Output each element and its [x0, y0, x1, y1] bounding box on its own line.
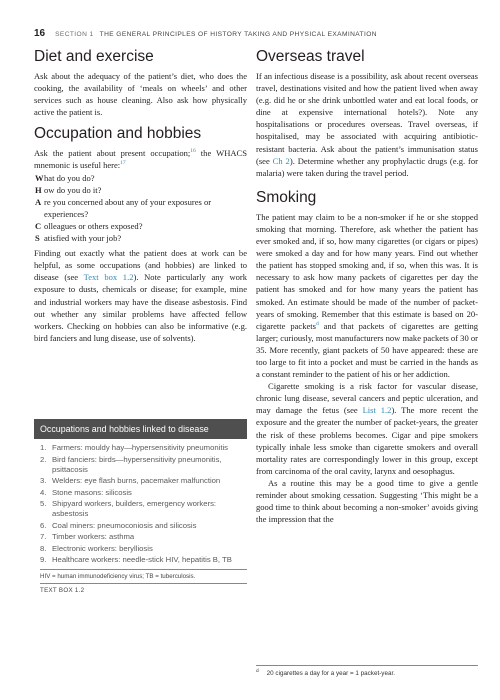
list-number: 9.: [40, 555, 47, 564]
list-number: 7.: [40, 532, 47, 541]
occupation-text-2: ). Note particularly any work exposure to dusts, chemicals or disease; for example, mine and industrial workers may have the disease asbestosis. Find out whether any similar problems have affected fellow workers. Checking on hobbies can also be informative (e.g. bird fanciers and lung disease, use of solvents).: [34, 272, 248, 343]
mnemonic-letter: C: [35, 220, 42, 231]
list-text: Bird fanciers: birds—hypersensitivity pneumonitis, psittacosis: [52, 454, 222, 474]
travel-paragraph: [256, 70, 478, 179]
mnemonic-letter: S: [35, 233, 40, 244]
smoking-text: The patient may claim to be a non-smoker if he or she stopped smoking that morning. Therefore, ask whether the patient has ever smoked and, if so, how many cigarettes (or cigars or pipes) were smoked a day and for how many years. Find out whether the patient has stopped smoking and, if so, when this was. It is necessary to ask how many packets of cigarettes per day the patient has smoked and for how many years the patient has smoked. An estimate should be made of the number of packet-years of smoking. Remember that this estimate is based on 20-cigarette packets: [256, 211, 478, 331]
list-number: 8.: [40, 543, 47, 553]
list-item: [40, 555, 247, 565]
text-box-1-2: [34, 419, 247, 598]
mnemonic-item: [34, 196, 247, 220]
mnemonic-letter: W: [35, 172, 44, 183]
mnemonic-text: re you concerned about any of your exposures or experiences?: [44, 196, 212, 219]
abbreviations-note: HIV = human immunodeficiency virus; TB = tuberculosis.: [40, 573, 196, 580]
footnote-ref-d[interactable]: d: [315, 320, 319, 327]
list-number: 6.: [40, 520, 47, 530]
mnemonic-item: [34, 172, 247, 184]
smoking-paragraph-1: [256, 211, 478, 380]
list-number: 1.: [40, 443, 47, 452]
section-title: THE GENERAL PRINCIPLES OF HISTORY TAKING AND PHYSICAL EXAMINATION: [99, 31, 377, 38]
list-text: Welders: eye flash burns, pacemaker malfunction: [52, 476, 221, 485]
smoking-text-2: and that packets of cigarettes are getting larger; curiously, most manufacturers now make packets of 30 or 35. More recently, giant packets of 50 have appeared: these are too large to fit into a pocket and must be carried in the hands as a constant reminder to the patient of his or her addiction.: [256, 320, 478, 380]
occupation-heading: Occupation and hobbies: [34, 125, 202, 143]
right-column: [256, 48, 478, 525]
occupation-paragraph: [34, 247, 247, 344]
list-item: [40, 544, 247, 554]
travel-heading: Overseas travel: [256, 48, 365, 65]
list-text: Coal miners: pneumoconiosis and silicosis: [52, 520, 197, 530]
list-text: Stone masons: silicosis: [52, 487, 132, 497]
text-box-title: Occupations and hobbies linked to disease: [34, 419, 247, 439]
running-head: [55, 31, 377, 38]
occupation-intro-text-2: the WHACS mnemonic is useful here:: [34, 148, 247, 171]
list-text: Timber workers: asthma: [52, 532, 135, 541]
left-column: [34, 48, 247, 344]
mnemonic-item: [34, 232, 247, 244]
list-item: [40, 521, 247, 531]
travel-text-2: ). Determine whether any prophylactic drugs (e.g. for malaria) were taken during the travel period.: [256, 155, 478, 178]
occupation-intro: [34, 147, 247, 171]
list-text: Healthcare workers: needle-stick HIV, hepatitis B, TB: [52, 555, 232, 564]
section-label: SECTION 1: [55, 31, 94, 38]
smoking-heading: Smoking: [256, 188, 317, 206]
footnote-text: 20 cigarettes a day for a year = 1 packet-year.: [266, 670, 395, 677]
list-text: Shipyard workers, builders, emergency workers: asbestosis: [52, 499, 217, 518]
mnemonic-text: ow do you do it?: [44, 184, 102, 195]
list-link[interactable]: List 1.2: [362, 405, 392, 416]
occupation-intro-text: Ask the patient about present occupation;: [34, 148, 191, 159]
text-box-body: [34, 439, 247, 598]
diet-paragraph: Ask about the adequacy of the patient’s diet, who does the cooking, the availability of ‘meals on wheels’ and other services such as house cleaning. Also ask how physically active the patient is.: [34, 71, 247, 118]
mnemonic-letter: A: [35, 196, 42, 207]
mnemonic-letter: H: [35, 184, 42, 195]
whacs-mnemonic: [34, 172, 247, 245]
mnemonic-text: olleagues or others exposed?: [44, 220, 143, 231]
running-header: [34, 28, 480, 42]
smoking-paragraph-2: [256, 380, 478, 477]
footnote-divider: [256, 665, 478, 666]
list-text: Farmers: mouldy hay—hypersensitivity pneumonitis: [52, 443, 229, 452]
page-number: 16: [34, 28, 46, 39]
text-box-link[interactable]: Text box 1.2: [83, 272, 134, 283]
list-item: [40, 476, 247, 486]
reference-17[interactable]: 17: [120, 160, 126, 167]
mnemonic-item: [34, 220, 247, 232]
list-item: [40, 488, 247, 498]
list-number: 4.: [40, 487, 47, 497]
list-number: 2.: [40, 454, 47, 464]
list-item: [40, 532, 247, 542]
smoking-text-4: ). The more recent the exposure and the greater the number of packet-years, the greater the risk of these problems becomes. Cigar and pipe smokers typically inhale less smoke than cigarette smokers and overall mortality rates are correspondingly lower in this group, except from carcinoma of the oral cavity, larynx and oesophagus.: [256, 405, 478, 476]
reference-16[interactable]: 16: [190, 148, 196, 155]
list-number: 5.: [40, 499, 47, 508]
list-number: 3.: [40, 476, 47, 485]
list-item: [40, 443, 247, 453]
list-item: [40, 455, 247, 475]
occupation-text: Finding out exactly what the patient does at work can be helpful, as some occupations (and hobbies) are linked to disease (see: [34, 248, 247, 283]
footnote-marker: d: [256, 668, 259, 674]
text-box-label: TEXT BOX 1.2: [40, 583, 247, 594]
chapter-link[interactable]: Ch 2: [272, 155, 290, 166]
diet-heading: Diet and exercise: [34, 48, 154, 65]
travel-text: If an infectious disease is a possibility, ask about recent overseas travel, destinations visited and how the patient lived when away (e.g. did he or she drink unbottled water and eat local foods, or dine at expensive international hotels?). Note any hospitalisations or procedures overseas. Travel overseas, if hospitalised, may be associated with acquiring antibiotic-resistant bacteria. Ask about the patient’s immunisation status (see: [256, 71, 478, 166]
mnemonic-item: [34, 184, 247, 196]
mnemonic-text: atisfied with your job?: [44, 233, 122, 244]
list-item: [40, 499, 247, 519]
mnemonic-text: hat do you do?: [44, 172, 95, 183]
smoking-text-3: Cigarette smoking is a risk factor for vascular disease, chronic lung disease, several cancers and peptic ulceration, and may damage the fetus (see: [256, 381, 478, 416]
footnote: [256, 670, 478, 677]
list-text: Electronic workers: berylliosis: [52, 543, 153, 553]
smoking-paragraph-3: As a routine this may be a good time to give a gentle reminder about smoking cessation. Suggesting ‘This might be a good time to think about becoming a non-smoker’ avoids giving the impression that the: [256, 477, 478, 525]
occupation-list: [40, 443, 247, 565]
